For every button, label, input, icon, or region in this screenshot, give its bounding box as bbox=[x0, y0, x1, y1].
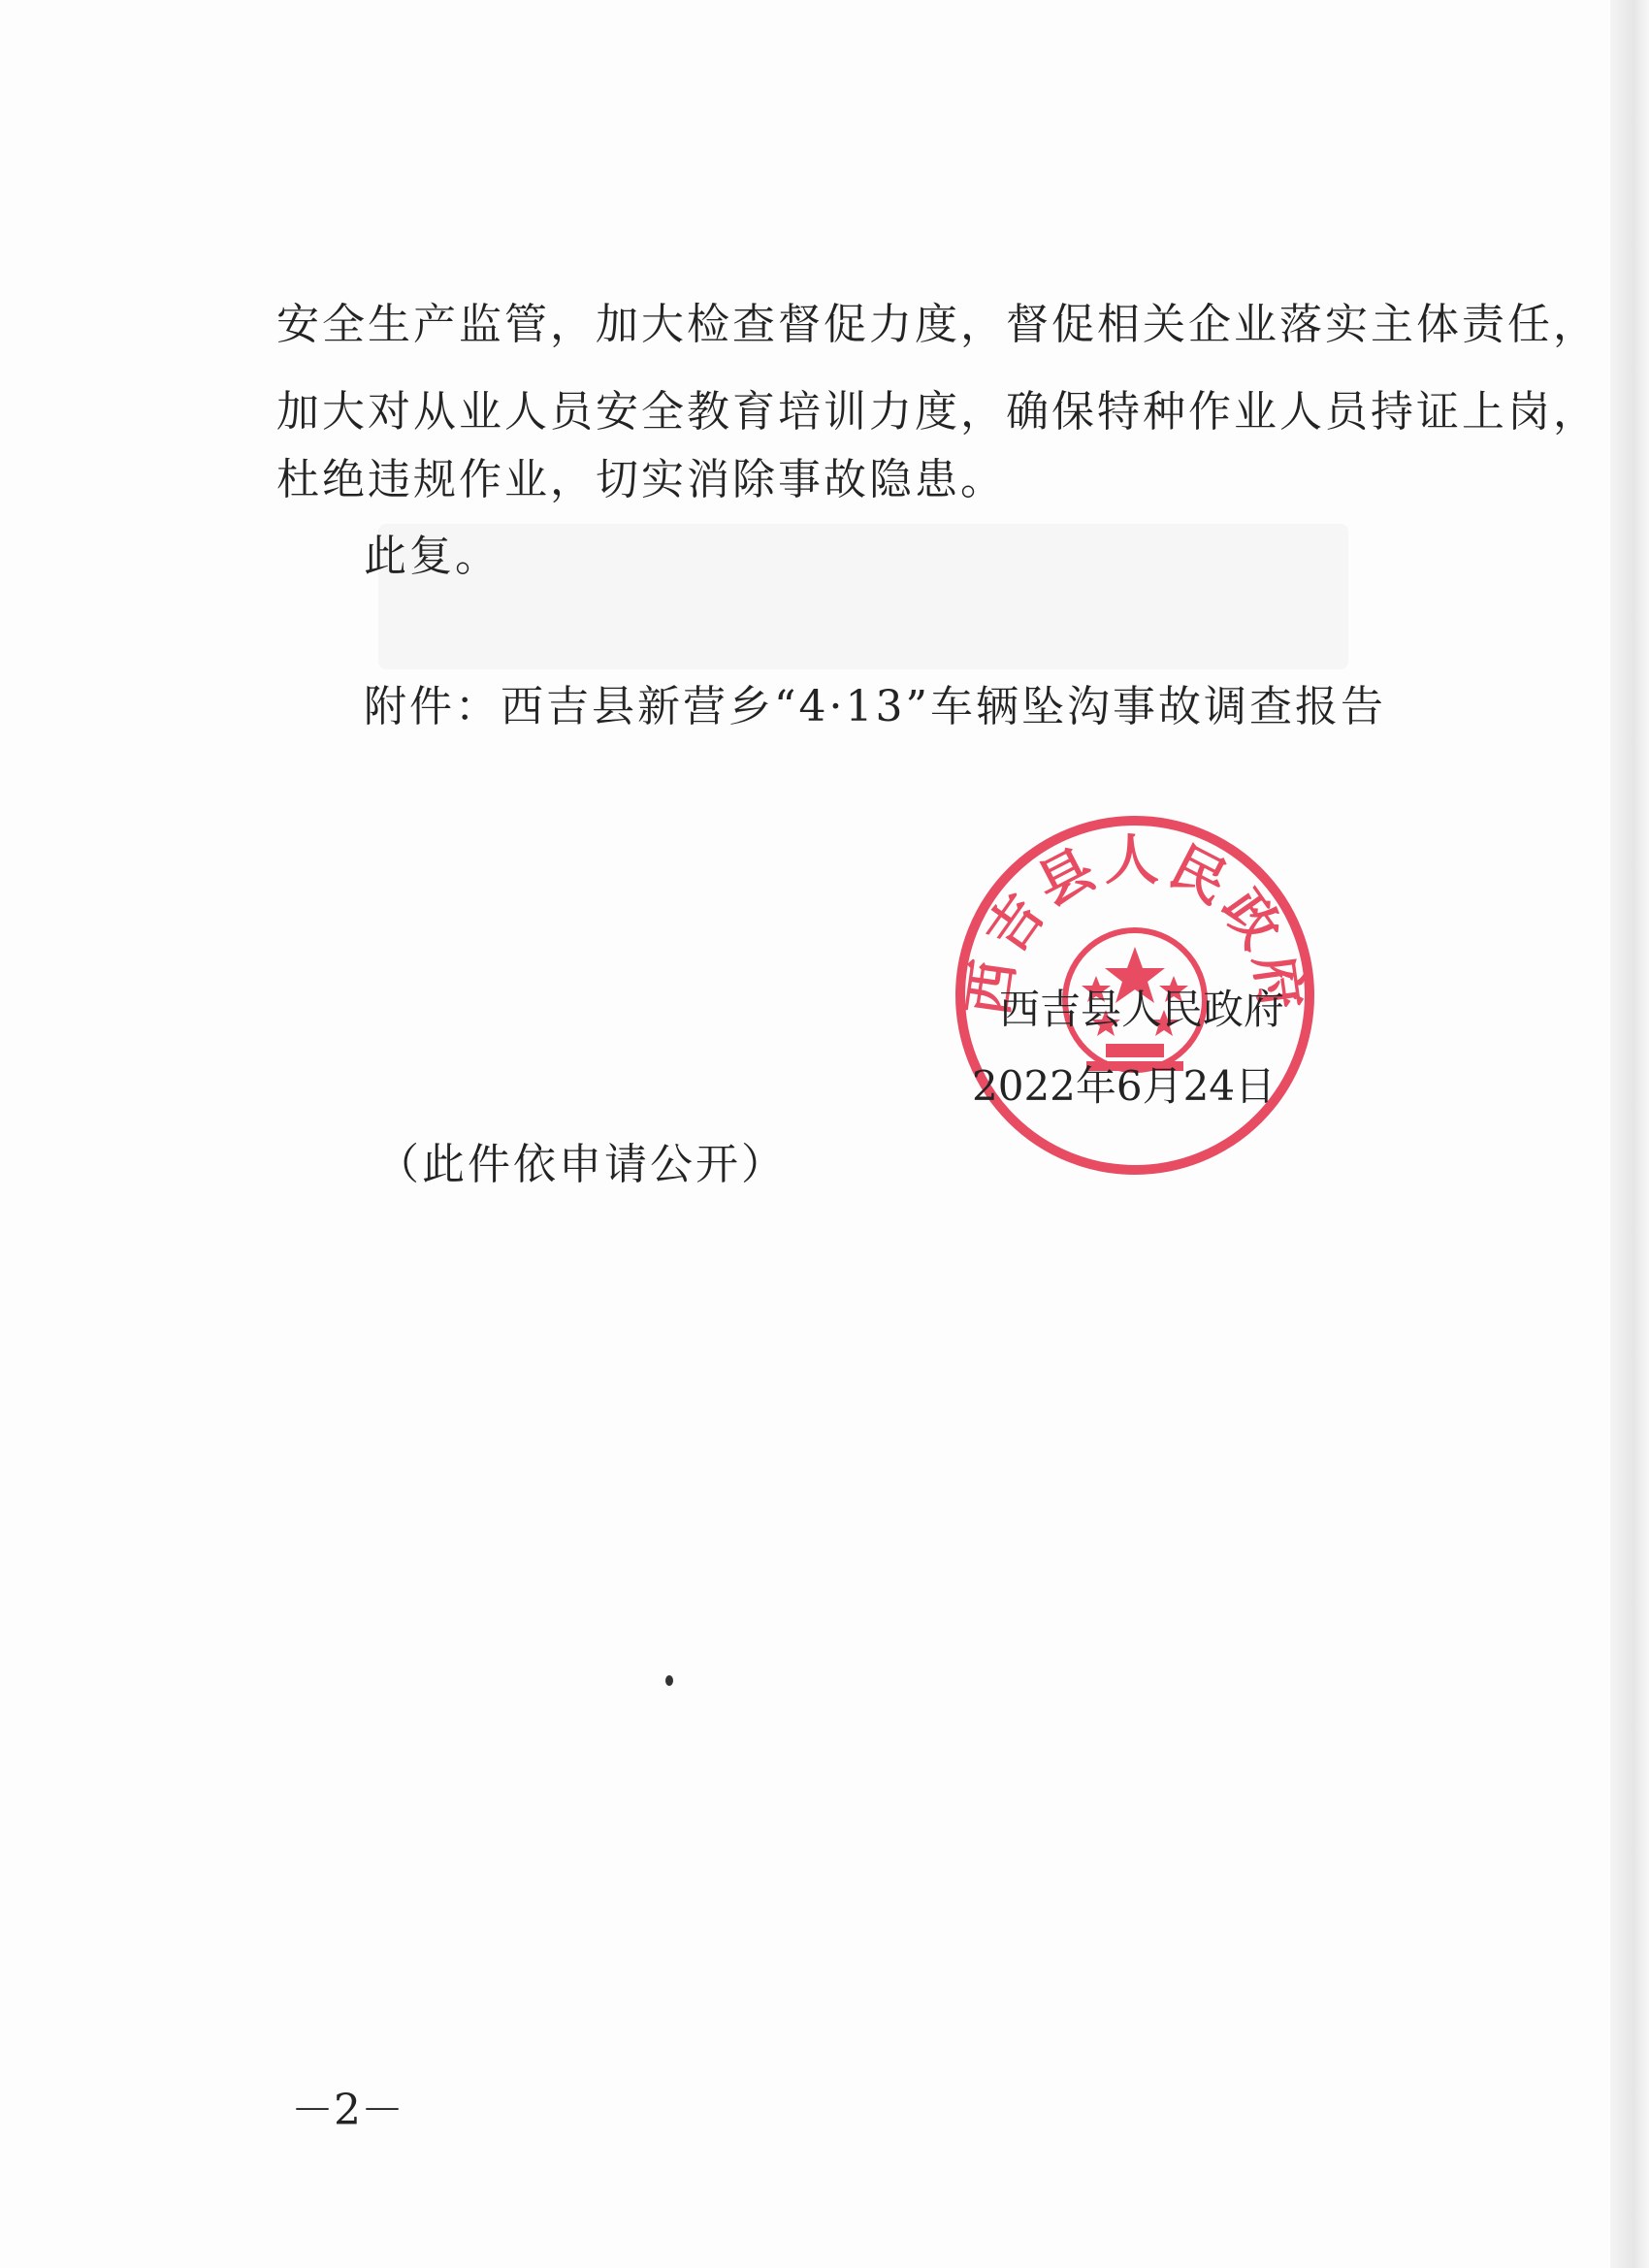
body-line-2: 加大对从业人员安全教育培训力度，确保特种作业人员持证上岗， bbox=[276, 387, 1599, 437]
bleed-through-shadow bbox=[378, 524, 1348, 669]
paper-edge bbox=[1610, 0, 1649, 2268]
page-number: －2－ bbox=[291, 2086, 404, 2135]
attachment-line: 附件：西吉县新营乡“4·13”车辆坠沟事故调查报告 bbox=[364, 682, 1386, 731]
scan-speck bbox=[665, 1675, 673, 1686]
issuer-name: 西吉县人民政府 bbox=[999, 986, 1285, 1033]
seal-text: 西吉县人民政府 bbox=[955, 828, 1314, 1020]
issue-date: 2022年6月24日 bbox=[972, 1062, 1277, 1110]
body-line-1: 安全生产监管，加大检查督促力度，督促相关企业落实主体责任， bbox=[276, 300, 1599, 349]
disclosure-note: （此件依申请公开） bbox=[376, 1140, 787, 1189]
closing-line: 此复。 bbox=[364, 532, 501, 581]
body-line-3: 杜绝违规作业，切实消除事故隐患。 bbox=[276, 455, 1006, 504]
